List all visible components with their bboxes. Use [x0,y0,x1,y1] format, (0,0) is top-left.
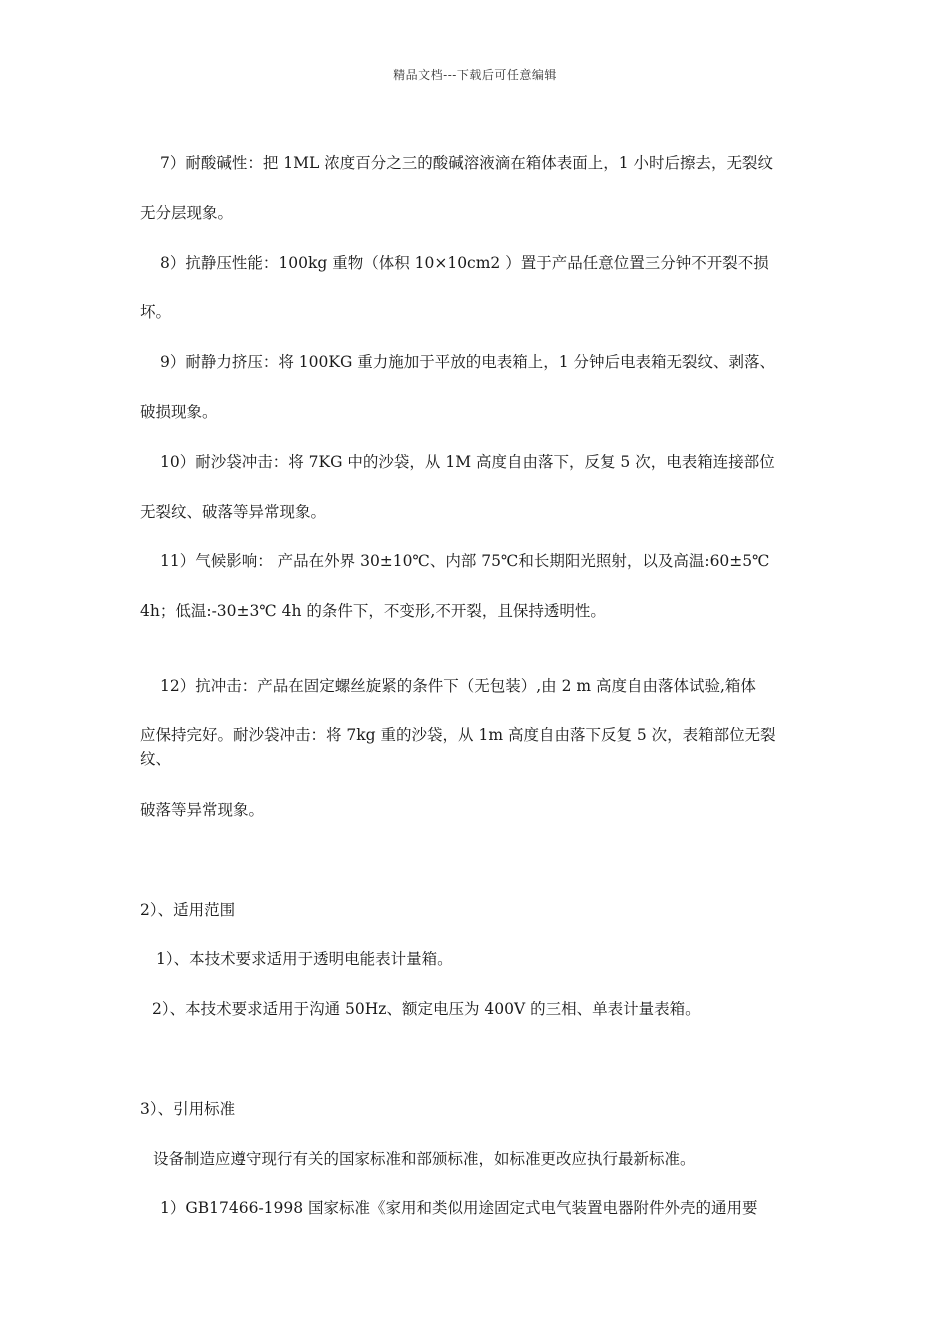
text-line: 破落等异常现象。 [140,801,265,819]
text-line: 9）耐静力挤压：将 100KG 重力施加于平放的电表箱上，1 分钟后电表箱无裂纹、剥落、 [160,353,776,371]
text-line: 10）耐沙袋冲击：将 7KG 中的沙袋，从 1M 高度自由落下，反复 5 次，电表箱连接部位 [160,453,775,471]
text-line: 应保持完好。耐沙袋冲击：将 7kg 重的沙袋，从 1m 高度自由落下反复 5 次，表箱部位无裂 [140,726,776,744]
section-heading: 2）、适用范围 [140,901,236,919]
section-heading: 3）、引用标准 [140,1100,236,1118]
list-item: 1）GB17466-1998 国家标准《家用和类似用途固定式电气装置电器附件外壳的通用要 [160,1199,758,1217]
list-item: 2）、本技术要求适用于沟通 50Hz、额定电压为 400V 的三相、单表计量表箱。 [152,1000,701,1018]
text-line: 8）抗静压性能：100kg 重物（体积 10×10cm2 ）置于产品任意位置三分钟不开裂不损 [160,254,769,272]
text-line: 12）抗冲击：产品在固定螺丝旋紧的条件下（无包装）,由 2 m 高度自由落体试验,箱体 [160,677,756,695]
text-line: 纹、 [140,750,172,768]
text-line: 11）气候影响： 产品在外界 30±10℃、内部 75℃和长期阳光照射，以及高温:60±5℃ [160,552,770,570]
text-line: 坏。 [140,303,172,321]
text-line: 无裂纹、破落等异常现象。 [140,503,327,521]
text-line: 4h；低温:-30±3℃ 4h 的条件下，不变形,不开裂，且保持透明性。 [140,602,606,620]
page-header: 精品文档---下载后可任意编辑 [393,68,557,82]
text-line: 破损现象。 [140,403,218,421]
text-line: 无分层现象。 [140,204,234,222]
text-line: 7）耐酸碱性：把 1ML 浓度百分之三的酸碱溶液滴在箱体表面上，1 小时后擦去，无裂纹 [160,154,774,172]
list-item: 1）、本技术要求适用于透明电能表计量箱。 [156,950,453,968]
text-line: 设备制造应遵守现行有关的国家标准和部颁标准，如标准更改应执行最新标准。 [153,1150,696,1168]
